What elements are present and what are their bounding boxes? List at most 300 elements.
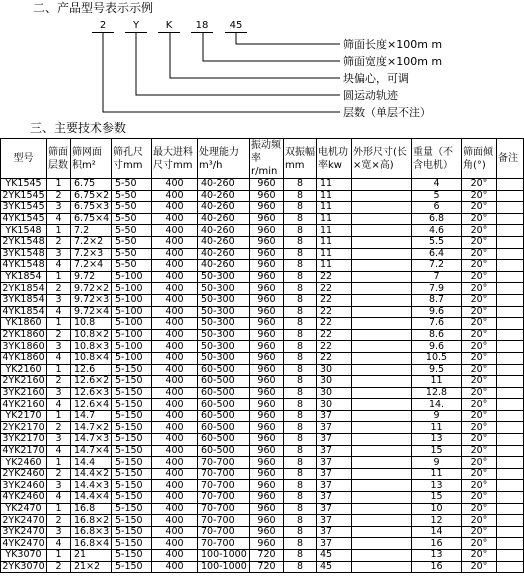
cell-mesh: 5-50 [112,260,152,272]
cell-dimensions [352,283,412,295]
cell-remarks [497,399,524,411]
cell-angle: 20° [462,526,497,538]
cell-capacity: 70-700 [198,480,250,492]
code-part-circular: Y [125,20,147,33]
cell-feed: 400 [152,260,198,272]
table-row [1,341,524,353]
cell-weight: 16 [412,538,462,550]
cell-amplitude: 8 [284,213,317,225]
table-row [1,283,524,295]
cell-weight: 8.7 [412,294,462,306]
cell-model: 3YK1545 [2,201,45,213]
cell-dimensions [352,410,412,422]
cell-area: 9.72×3 [71,294,112,306]
cell-model: 2YK2170 [2,421,45,433]
cell-remarks [497,561,524,573]
cell-angle: 20° [462,179,497,191]
cell-angle: 20° [462,434,497,446]
cell-angle: 20° [462,341,497,353]
label-screen-length: 筛面长度×100m m [343,38,443,51]
cell-dimensions [352,341,412,353]
cell-weight: 12.8 [412,387,462,399]
cell-dimensions [352,457,412,469]
cell-remarks [497,306,524,318]
cell-layers: 2 [47,561,71,573]
cell-weight: 13 [412,480,462,492]
cell-amplitude: 8 [284,538,317,550]
cell-feed: 400 [152,480,198,492]
cell-remarks [497,410,524,422]
table-row [1,260,524,272]
cell-area: 10.8×2 [71,329,112,341]
cell-area: 9.72×4 [71,306,112,318]
cell-feed: 400 [152,422,198,434]
cell-feed: 400 [152,190,198,202]
cell-model: 4YK1545 [2,213,45,225]
cell-power: 37 [317,538,352,550]
cell-power: 37 [317,480,352,492]
cell-dimensions [352,376,412,388]
cell-frequency: 960 [250,341,284,353]
cell-mesh: 5-150 [112,515,152,527]
cell-model: 2YK1545 [2,190,45,201]
table-body [1,179,524,573]
cell-layers: 2 [47,468,71,480]
cell-power: 11 [317,179,352,191]
table-header-row [1,139,524,179]
cell-angle: 20° [462,260,497,272]
cell-amplitude: 8 [284,492,317,504]
cell-power: 37 [317,526,352,538]
cell-capacity: 60-500 [198,364,250,376]
code-part-eccentric: K [158,20,180,33]
col-header-capacity: 处理能力m³/h [198,139,250,179]
cell-model: YK2160 [1,364,47,376]
cell-area: 14.4×2 [71,468,112,480]
cell-layers: 3 [47,434,71,446]
cell-dimensions [352,434,412,446]
cell-weight: 9.6 [412,341,462,353]
col-header-power: 电机功率kw [317,139,352,179]
cell-layers: 3 [47,480,71,492]
table-row [1,550,524,562]
cell-feed: 400 [152,352,198,364]
cell-frequency: 960 [250,526,284,538]
cell-frequency: 960 [250,538,284,550]
cell-frequency: 960 [250,468,284,480]
cell-mesh: 5-150 [112,468,152,480]
cell-feed: 400 [152,213,198,225]
section-heading-model-example: 二、产品型号表示示例 [33,1,154,15]
cell-mesh: 5-50 [112,225,152,237]
cell-amplitude: 8 [284,457,317,469]
cell-power: 11 [317,213,352,225]
cell-frequency: 960 [250,260,284,272]
cell-weight: 16 [412,561,462,573]
cell-weight: 11 [412,376,462,388]
cell-area: 14.4×4 [71,492,112,504]
cell-remarks [497,503,524,515]
cell-angle: 20° [462,306,497,318]
col-header-frequency: 振动频率r/min [250,139,284,179]
cell-dimensions [352,538,412,550]
table-row [1,526,524,538]
cell-dimensions [352,387,412,399]
cell-mesh: 5-100 [112,271,152,283]
table-row [1,179,524,191]
cell-weight: 13 [412,434,462,446]
cell-dimensions [352,468,412,480]
table-row [1,294,524,306]
cell-mesh: 5-100 [112,341,152,353]
cell-area: 12.6×3 [71,387,112,399]
cell-layers: 4 [47,306,71,318]
cell-model: 4YK1854 [2,306,45,317]
table-row [1,213,524,225]
cell-frequency: 960 [250,352,284,364]
cell-remarks [497,225,524,237]
cell-model: 3YK1854 [2,294,45,306]
cell-weight: 7.2 [412,260,462,272]
cell-angle: 20° [462,248,497,260]
cell-amplitude: 8 [284,294,317,306]
cell-feed: 400 [152,538,198,550]
cell-amplitude: 8 [284,526,317,538]
cell-feed: 400 [152,503,198,515]
cell-dimensions [352,364,412,376]
cell-area: 21×2 [71,561,112,573]
cell-frequency: 960 [250,515,284,527]
cell-model: 2YK2460 [2,468,45,480]
cell-angle: 20° [462,550,497,562]
cell-model: 4YK1860 [2,352,45,364]
cell-model: 3YK2460 [2,479,45,491]
cell-frequency: 960 [250,376,284,388]
cell-frequency: 960 [250,318,284,330]
cell-feed: 400 [152,550,198,562]
cell-angle: 20° [462,538,497,550]
table-row [1,190,524,202]
cell-area: 9.72 [71,271,112,283]
cell-capacity: 50-300 [198,294,250,306]
cell-layers: 1 [47,225,71,237]
cell-capacity: 60-500 [198,387,250,399]
cell-model: YK1548 [1,225,47,237]
cell-capacity: 40-260 [198,236,250,248]
cell-power: 11 [317,248,352,260]
cell-dimensions [352,225,412,237]
cell-remarks [497,283,524,295]
cell-dimensions [352,236,412,248]
cell-area: 14.7×4 [71,445,112,457]
cell-power: 37 [317,492,352,504]
cell-remarks [497,213,524,225]
cell-capacity: 40-260 [198,260,250,272]
cell-weight: 15 [412,445,462,457]
cell-angle: 20° [462,515,497,527]
cell-feed: 400 [152,364,198,376]
cell-amplitude: 8 [284,236,317,248]
cell-weight: 11 [412,468,462,480]
cell-power: 22 [317,271,352,283]
cell-layers: 1 [47,457,71,469]
table-row [1,329,524,341]
cell-layers: 2 [47,422,71,434]
cell-remarks [497,248,524,260]
cell-frequency: 960 [250,271,284,283]
cell-remarks [497,236,524,248]
cell-dimensions [352,550,412,562]
cell-remarks [497,294,524,306]
cell-dimensions [352,422,412,434]
cell-model: 4YK1548 [2,259,45,271]
cell-layers: 2 [47,376,71,388]
cell-power: 37 [317,468,352,480]
cell-frequency: 960 [250,283,284,295]
cell-power: 37 [317,515,352,527]
cell-dimensions [352,318,412,330]
cell-amplitude: 8 [284,352,317,364]
cell-layers: 3 [47,387,71,399]
cell-area: 7.2×3 [71,248,112,260]
cell-frequency: 960 [250,422,284,434]
cell-model: 2YK2470 [2,514,45,526]
cell-mesh: 5-150 [112,434,152,446]
cell-layers: 4 [47,260,71,272]
cell-mesh: 5-50 [112,236,152,248]
cell-mesh: 5-150 [112,387,152,399]
cell-power: 37 [317,434,352,446]
cell-area: 21 [71,550,112,562]
cell-capacity: 70-700 [198,492,250,504]
cell-angle: 20° [462,457,497,469]
cell-model: 3YK2170 [2,433,45,445]
cell-layers: 3 [47,341,71,353]
cell-weight: 14. [412,399,462,411]
cell-angle: 20° [462,445,497,457]
col-header-model: 型号 [1,139,47,179]
cell-feed: 400 [152,376,198,388]
cell-dimensions [352,492,412,504]
cell-frequency: 960 [250,202,284,214]
cell-capacity: 70-700 [198,503,250,515]
cell-remarks [497,422,524,434]
cell-capacity: 50-300 [198,352,250,364]
cell-capacity: 50-300 [198,271,250,283]
cell-frequency: 960 [250,190,284,202]
cell-layers: 1 [47,364,71,376]
cell-weight: 15 [412,492,462,504]
cell-weight: 13 [412,550,462,562]
cell-layers: 4 [47,213,71,225]
cell-remarks [497,341,524,353]
cell-weight: 9 [412,410,462,422]
table-row [1,457,524,469]
cell-amplitude: 8 [284,422,317,434]
cell-angle: 20° [462,399,497,411]
cell-dimensions [352,202,412,214]
cell-mesh: 5-100 [112,294,152,306]
cell-weight: 6.4 [412,248,462,260]
cell-capacity: 70-700 [198,526,250,538]
cell-amplitude: 8 [284,550,317,562]
cell-capacity: 60-500 [198,445,250,457]
cell-power: 22 [317,341,352,353]
cell-frequency: 960 [250,480,284,492]
cell-weight: 9 [412,457,462,469]
cell-model: YK2170 [1,410,47,422]
cell-mesh: 5-150 [112,538,152,550]
cell-dimensions [352,306,412,318]
code-part-layers: 2 [92,20,114,33]
cell-amplitude: 8 [284,225,317,237]
col-header-angle: 筛面倾角(°) [462,139,497,179]
cell-power: 11 [317,225,352,237]
cell-layers: 1 [47,271,71,283]
cell-angle: 20° [462,283,497,295]
cell-power: 30 [317,364,352,376]
cell-dimensions [352,190,412,202]
cell-angle: 20° [462,294,497,306]
cell-amplitude: 8 [284,202,317,214]
cell-weight: 5.5 [412,236,462,248]
cell-layers: 2 [47,190,71,202]
cell-model: 2YK1548 [2,236,45,248]
cell-remarks [497,202,524,214]
table-row [1,236,524,248]
cell-dimensions [352,399,412,411]
cell-area: 16.8 [71,503,112,515]
cell-model: 2YK1854 [2,282,45,294]
table-row [1,422,524,434]
table-row [1,503,524,515]
cell-weight: 7.6 [412,318,462,330]
col-header-remarks: 备注 [497,139,524,179]
code-part-width: 18 [191,20,213,33]
cell-frequency: 960 [250,329,284,341]
cell-angle: 20° [462,561,497,573]
cell-mesh: 5-100 [112,352,152,364]
cell-remarks [497,179,524,191]
table-row [1,515,524,527]
cell-layers: 2 [47,236,71,248]
cell-frequency: 960 [250,236,284,248]
cell-remarks [497,526,524,538]
table-row [1,561,524,573]
cell-angle: 20° [462,225,497,237]
cell-angle: 20° [462,376,497,388]
cell-power: 11 [317,260,352,272]
cell-remarks [497,468,524,480]
cell-dimensions [352,352,412,364]
cell-frequency: 960 [250,306,284,318]
cell-power: 37 [317,457,352,469]
cell-weight: 14 [412,526,462,538]
cell-amplitude: 8 [284,468,317,480]
cell-mesh: 5-50 [112,248,152,260]
cell-remarks [497,434,524,446]
cell-mesh: 5-50 [112,213,152,225]
cell-model: 2YK2160 [2,375,45,387]
cell-amplitude: 8 [284,503,317,515]
cell-angle: 20° [462,236,497,248]
cell-layers: 3 [47,526,71,538]
cell-capacity: 60-500 [198,410,250,422]
cell-area: 14.7×3 [71,434,112,446]
cell-layers: 3 [47,294,71,306]
table-row [1,225,524,237]
cell-capacity: 60-500 [198,376,250,388]
cell-power: 22 [317,294,352,306]
cell-capacity: 50-300 [198,329,250,341]
cell-capacity: 70-700 [198,538,250,550]
cell-area: 10.8 [71,318,112,330]
cell-amplitude: 8 [284,283,317,295]
cell-power: 22 [317,306,352,318]
cell-remarks [497,260,524,272]
cell-remarks [497,190,524,202]
cell-amplitude: 8 [284,260,317,272]
cell-mesh: 5-150 [112,561,152,573]
cell-feed: 400 [152,341,198,353]
cell-amplitude: 8 [284,376,317,388]
col-header-area: 筛网面积m² [71,139,112,179]
cell-area: 9.72×2 [71,283,112,295]
cell-power: 11 [317,202,352,214]
cell-mesh: 5-50 [112,179,152,191]
cell-model: 2YK1860 [2,329,45,341]
cell-weight: 9.6 [412,306,462,318]
cell-weight: 7.9 [412,283,462,295]
cell-feed: 400 [152,434,198,446]
cell-weight: 7 [412,271,462,283]
cell-capacity: 50-300 [198,341,250,353]
cell-dimensions [352,561,412,573]
cell-feed: 400 [152,515,198,527]
cell-power: 11 [317,236,352,248]
cell-power: 37 [317,445,352,457]
cell-feed: 400 [152,202,198,214]
cell-amplitude: 8 [284,561,317,573]
tech-params-table [0,138,524,573]
cell-capacity: 40-260 [198,213,250,225]
cell-angle: 20° [462,410,497,422]
cell-area: 16.8×3 [71,526,112,538]
cell-layers: 2 [47,283,71,295]
cell-remarks [497,538,524,550]
col-header-mesh: 筛孔尺寸mm [112,139,152,179]
cell-power: 22 [317,352,352,364]
cell-mesh: 5-100 [112,283,152,295]
cell-amplitude: 8 [284,306,317,318]
cell-model: YK1854 [1,271,47,283]
table-row [1,248,524,260]
cell-power: 30 [317,399,352,411]
table-row [1,468,524,480]
cell-remarks [497,550,524,562]
cell-angle: 20° [462,503,497,515]
label-layers: 层数（单层不注） [343,106,431,119]
cell-layers: 1 [47,503,71,515]
cell-angle: 20° [462,422,497,434]
cell-model: YK2460 [1,457,47,469]
cell-mesh: 5-150 [112,526,152,538]
cell-dimensions [352,329,412,341]
cell-amplitude: 8 [284,190,317,202]
cell-area: 12.6×2 [71,376,112,388]
cell-amplitude: 8 [284,387,317,399]
cell-power: 37 [317,503,352,515]
